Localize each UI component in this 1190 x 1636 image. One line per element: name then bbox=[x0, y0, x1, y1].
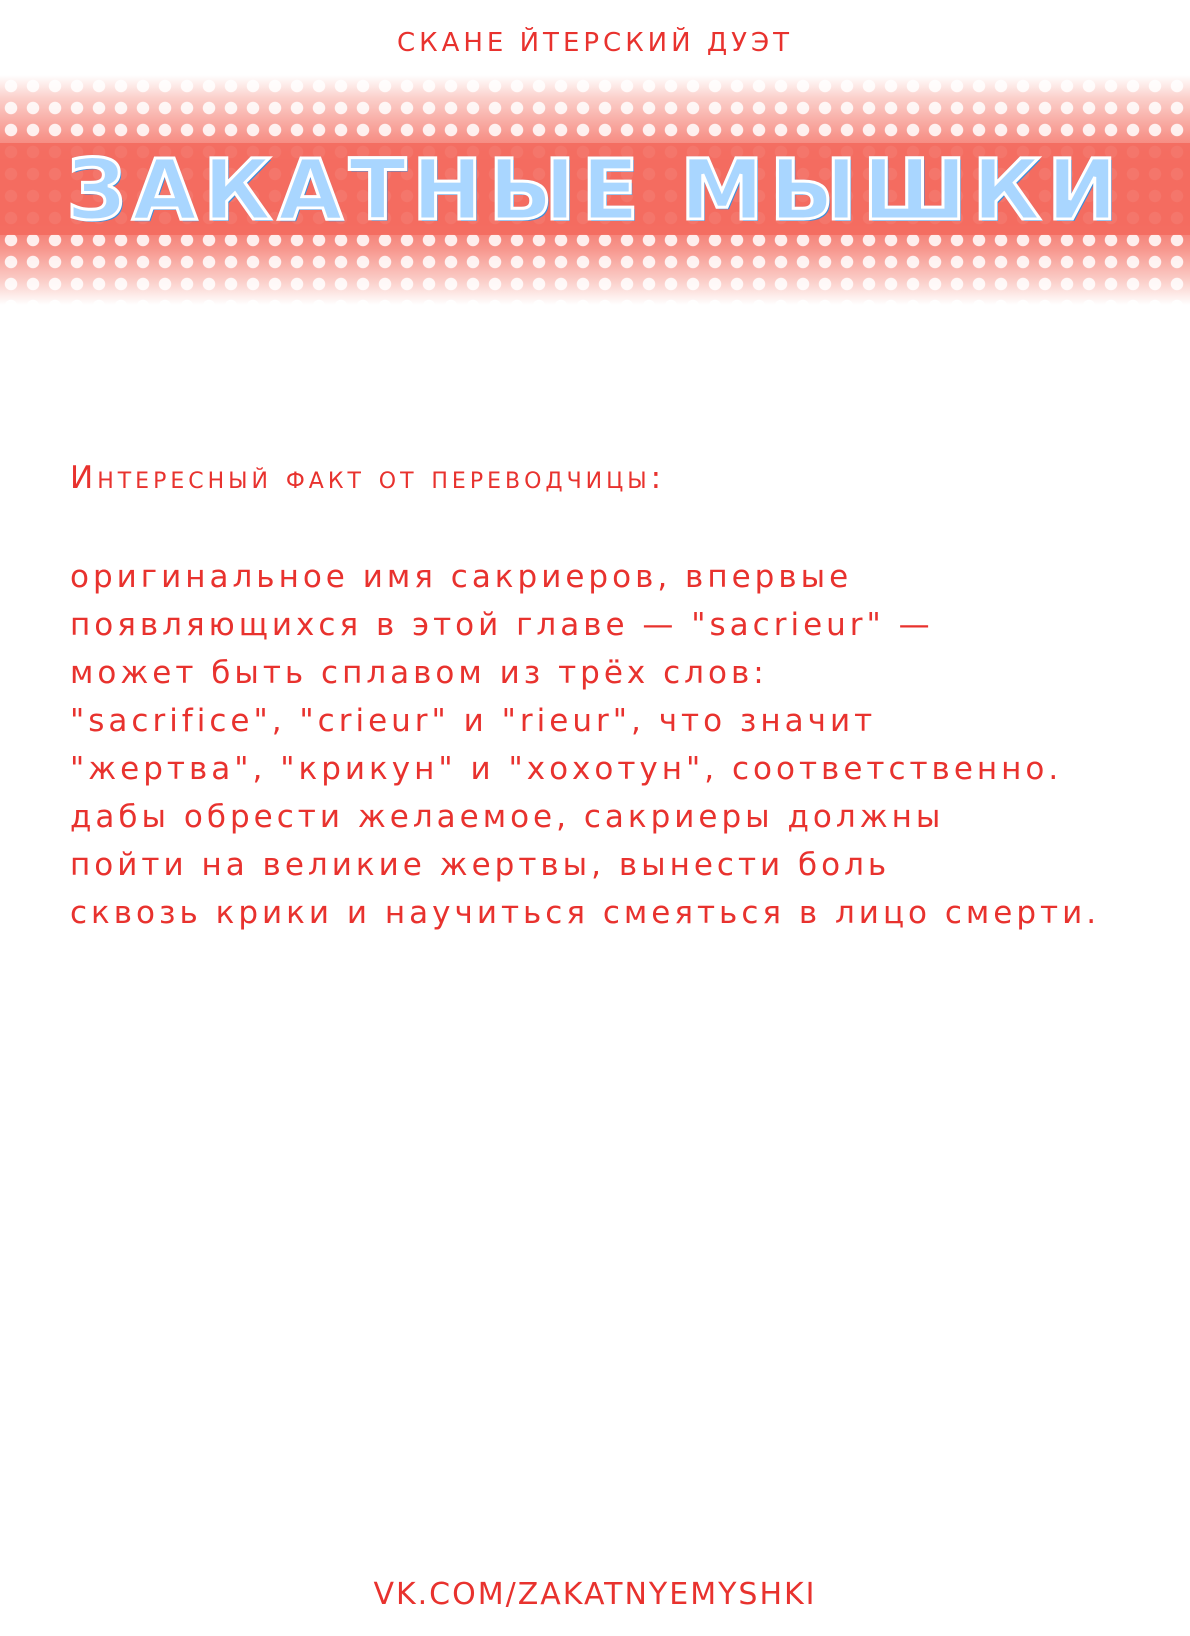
banner-title: ЗАКАТНЫЕ МЫШКИ bbox=[66, 141, 1124, 239]
fact-line: "sacrifice", "crieur" и "rieur", что значит bbox=[70, 703, 877, 739]
fact-body bbox=[70, 553, 1130, 937]
fact-line: оригинальное имя сакриеров, впервые bbox=[70, 559, 853, 595]
fact-heading: Интересный факт от переводчицы: bbox=[70, 460, 666, 496]
scanlation-subtitle: СКАНЕ ЙТЕРСКИЙ ДУЭТ bbox=[396, 28, 794, 58]
vk-link[interactable]: VK.COM/ZAKATNYEMYSHKI bbox=[373, 1577, 817, 1612]
fact-line: пойти на великие жертвы, вынести боль bbox=[70, 847, 891, 883]
title-banner bbox=[0, 75, 1190, 305]
fact-line: дабы обрести желаемое, сакриеры должны bbox=[70, 799, 945, 835]
translator-fact bbox=[70, 455, 1130, 937]
fact-line: может быть сплавом из трёх слов: bbox=[70, 655, 768, 691]
fact-line: появляющихся в этой главе — "sacrieur" — bbox=[70, 607, 934, 643]
fact-line: "жертва", "крикун" и "хохотун", соответственно. bbox=[70, 751, 1063, 787]
fact-line: сквозь крики и научиться смеяться в лицо смерти. bbox=[70, 895, 1101, 931]
